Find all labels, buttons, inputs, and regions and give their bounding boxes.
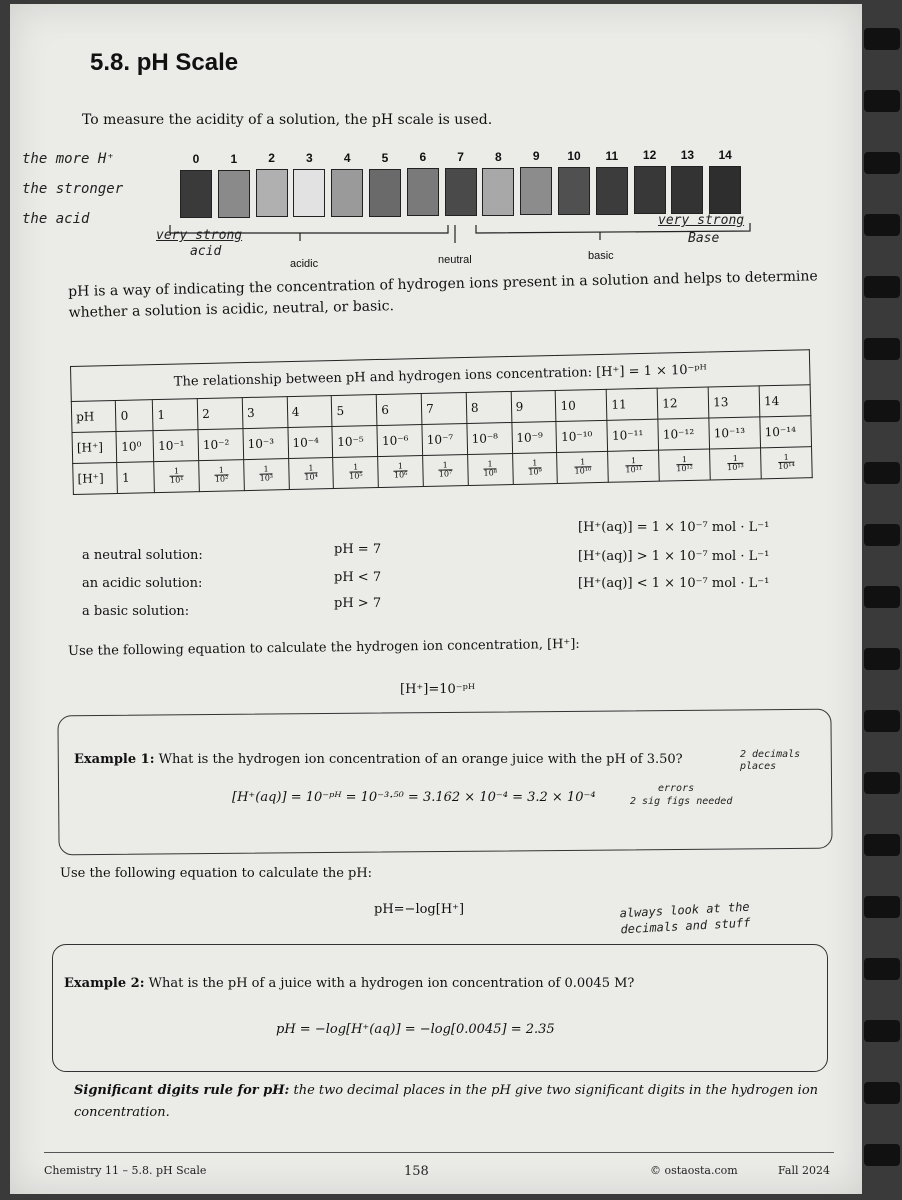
ph-value-cell: 10 [556, 389, 608, 421]
h-fraction-cell [467, 453, 512, 485]
fraction-denominator: 10⁴ [304, 472, 318, 482]
fraction-denominator: 10⁸ [483, 468, 498, 478]
section-title: 5.8. pH Scale [90, 49, 239, 76]
fraction [349, 463, 363, 480]
footer-page-number: 158 [404, 1164, 429, 1179]
fraction [528, 459, 542, 476]
fraction-denominator: 10⁵ [349, 471, 363, 481]
spiral-coil [864, 896, 900, 918]
fraction-denominator: 10⁶ [393, 470, 408, 480]
fraction [483, 460, 497, 477]
fraction-denominator: 10² [214, 474, 229, 484]
h-fraction-cell [761, 447, 813, 479]
fraction [625, 457, 642, 474]
ph-value-cell: 12 [657, 387, 709, 419]
spiral-coil [864, 586, 900, 608]
fraction-numerator: 1 [483, 460, 497, 469]
ph-value-cell: 13 [708, 386, 760, 418]
ph-value-cell: 7 [421, 393, 466, 425]
fraction-denominator: 10¹¹ [625, 465, 643, 475]
scale-number: 9 [532, 149, 540, 164]
solution-label: a basic solution: [82, 604, 190, 619]
spiral-coil [864, 400, 900, 422]
ph-value-cell: 14 [759, 385, 811, 417]
sig-rule-text: the two decimal places in the pH give two significant digits in the hydrogen ion concentration. [74, 1083, 819, 1120]
solution-ph: pH < 7 [334, 570, 382, 585]
ph-value-cell: 2 [197, 398, 242, 430]
h-power-cell: 10⁻⁷ [422, 424, 467, 456]
ph-value-cell: 0 [116, 400, 153, 432]
h-power-cell: 10⁻¹³ [709, 417, 761, 449]
fraction [727, 455, 744, 472]
footer-course: Chemistry 11 – 5.8. pH Scale [44, 1164, 207, 1177]
h-power-cell: 10⁻² [198, 429, 243, 461]
solution-concentration: [H⁺(aq)] < 1 × 10⁻⁷ mol · L⁻¹ [578, 576, 770, 591]
fraction-numerator: 1 [215, 466, 229, 475]
fraction-numerator: 1 [170, 467, 184, 476]
fraction-numerator: 1 [304, 464, 318, 473]
scale-swatch [407, 168, 439, 216]
h-fraction-cell [333, 457, 378, 489]
h-fraction-cell [244, 459, 289, 491]
handwritten-very-strong-base: very strong Base [658, 213, 745, 246]
h-power-cell: 10⁻¹ [153, 430, 198, 462]
h-power-cell: 10⁻⁵ [332, 426, 377, 458]
scale-number: 6 [419, 150, 427, 165]
scale-swatch [218, 170, 250, 218]
footer-divider [44, 1152, 834, 1153]
fraction-numerator: 1 [259, 465, 273, 474]
h-fraction-cell: 1 [117, 462, 154, 494]
example2-question: What is the pH of a juice with a hydrogen ion concentration of 0.0045 M? [148, 976, 635, 991]
fraction [574, 458, 591, 475]
sig-digits-rule [74, 1080, 834, 1124]
handwritten-sig-figs-note: errors 2 sig figs needed [630, 783, 733, 807]
fraction-denominator: 10¹ [170, 475, 184, 485]
spiral-coil [864, 772, 900, 794]
h-power-cell: 10⁻¹² [658, 418, 710, 450]
h-power-cell: 10⁻⁹ [512, 421, 557, 453]
scale-swatch [709, 166, 741, 214]
spiral-coil [864, 1144, 900, 1166]
fraction [170, 467, 184, 484]
scale-number: 13 [680, 148, 695, 163]
example1-question: What is the hydrogen ion concentration of an orange juice with the pH of 3.50? [158, 752, 683, 767]
spiral-coil [864, 648, 900, 670]
ph-value-cell: 8 [466, 392, 511, 424]
ph-value-cell: 11 [607, 388, 659, 420]
eq2-formula: pH=−log[H⁺] [374, 902, 465, 917]
eq1-formula: [H⁺]=10⁻ᵖᴴ [400, 682, 475, 697]
spiral-coil [864, 90, 900, 112]
h-fraction-cell [557, 451, 609, 483]
fraction-denominator: 10⁹ [528, 467, 542, 477]
fraction-numerator: 1 [439, 461, 453, 470]
scale-swatch [369, 169, 401, 217]
spiral-coil [864, 338, 900, 360]
sig-rule-label: Significant digits rule for pH: [74, 1083, 290, 1098]
fraction-denominator: 10³ [259, 473, 274, 483]
spiral-coil [864, 214, 900, 236]
acidic-label: acidic [290, 258, 319, 270]
handwritten-decimals-note: 2 decimals places [740, 749, 801, 772]
h-power-cell: 10⁻⁴ [288, 427, 333, 459]
h-power-cell: 10⁻⁸ [467, 422, 512, 454]
scale-number: 14 [718, 147, 732, 162]
spiral-coil [864, 834, 900, 856]
h-power-cell: 10⁻¹⁰ [556, 420, 608, 452]
scale-swatch [293, 169, 325, 217]
spiral-coil [864, 524, 900, 546]
fraction-denominator: 10⁷ [438, 469, 453, 479]
scale-number: 12 [642, 148, 657, 163]
solution-ph: pH = 7 [334, 542, 382, 557]
scale-swatch [671, 166, 703, 214]
example2-label: Example 2: [64, 976, 145, 991]
scale-swatch [180, 170, 212, 218]
scale-number: 11 [605, 148, 619, 163]
spiral-coil [864, 28, 900, 50]
fraction [778, 454, 795, 471]
solution-concentration: [H⁺(aq)] > 1 × 10⁻⁷ mol · L⁻¹ [578, 549, 770, 564]
fraction-numerator: 1 [625, 457, 642, 466]
h-fraction-cell [423, 455, 468, 487]
spiral-coil [864, 1020, 900, 1042]
fraction-numerator: 1 [778, 454, 795, 463]
solution-label: an acidic solution: [82, 576, 203, 591]
h-fraction-cell [659, 449, 711, 481]
spiral-coil [864, 152, 900, 174]
footer-site: © ostaosta.com [650, 1164, 738, 1177]
h-fraction-cell [512, 452, 557, 484]
fraction-denominator: 10¹⁴ [778, 461, 795, 471]
example1-label: Example 1: [74, 752, 155, 767]
textbook-page [10, 4, 862, 1194]
scale-number: 7 [457, 149, 464, 164]
ph-value-cell: 5 [332, 395, 377, 427]
solution-label: a neutral solution: [82, 548, 203, 563]
ph-value-cell: 1 [153, 399, 198, 431]
scale-swatch [558, 167, 590, 215]
scale-swatch [634, 166, 666, 214]
fraction-numerator: 1 [528, 459, 542, 468]
fraction-numerator: 1 [349, 463, 363, 472]
ph-value-cell: 3 [242, 397, 287, 429]
eq1-intro: Use the following equation to calculate the hydrogen ion concentration, [H⁺]: [68, 636, 580, 659]
neutral-label: neutral [438, 254, 472, 266]
fraction-denominator: 10¹³ [727, 462, 744, 473]
example1-question-line [74, 752, 683, 767]
intro-text: To measure the acidity of a solution, the pH scale is used. [82, 112, 493, 128]
fraction-denominator: 10¹⁰ [574, 466, 592, 476]
scale-swatch [520, 167, 552, 215]
spiral-coil [864, 1082, 900, 1104]
fraction-numerator: 1 [574, 458, 591, 467]
scale-number: 5 [381, 150, 389, 165]
fraction-numerator: 1 [676, 456, 693, 465]
h-power-cell: 10⁻³ [243, 428, 288, 460]
ph-relationship-table [70, 349, 813, 495]
solution-concentration: [H⁺(aq)] = 1 × 10⁻⁷ mol · L⁻¹ [578, 520, 770, 535]
h-fraction-cell [608, 450, 660, 482]
scale-number: 0 [192, 152, 200, 166]
h-fraction-cell [199, 460, 244, 492]
spiral-coil [864, 958, 900, 980]
ph-value-cell: 6 [376, 394, 421, 426]
fraction-numerator: 1 [727, 455, 744, 464]
h-fraction-cell [288, 458, 333, 490]
fraction-denominator: 10¹² [676, 463, 694, 474]
spiral-coil [864, 462, 900, 484]
solution-ph: pH > 7 [334, 596, 382, 611]
h-power-cell: 10⁻¹⁴ [760, 416, 812, 448]
scale-number: 2 [268, 151, 275, 166]
ph-definition: pH is a way of indicating the concentration of hydrogen ions present in a solution and helps to determine whether a solution is acidic, neutral, or basic. [68, 268, 818, 321]
fraction [304, 464, 318, 481]
scale-number: 1 [230, 151, 238, 166]
fraction-numerator: 1 [394, 462, 408, 471]
handwritten-very-strong-acid: very strong acid [156, 228, 243, 259]
scale-brackets [160, 219, 760, 259]
h-fraction-cell [710, 448, 762, 480]
example2-solution: pH = −log[H⁺(aq)] = −log[0.0045] = 2.35 [276, 1022, 555, 1037]
ph-value-cell: 4 [287, 396, 332, 428]
scale-number: 4 [343, 150, 351, 165]
basic-label: basic [588, 250, 614, 262]
spiral-coil [864, 710, 900, 732]
h-power-cell: 10⁻⁶ [377, 425, 422, 457]
h-fraction-cell [378, 456, 423, 488]
scale-swatch [596, 167, 628, 215]
scale-number: 8 [495, 149, 502, 164]
ph-value-cell: 9 [511, 390, 556, 422]
scale-swatch [256, 169, 288, 217]
footer-term: Fall 2024 [778, 1164, 830, 1177]
h-power-cell: 10⁰ [116, 431, 153, 463]
scale-swatch [482, 168, 514, 216]
scale-number: 10 [567, 149, 581, 163]
example1-solution: [H⁺(aq)] = 10⁻ᵖᴴ = 10⁻³·⁵⁰ = 3.162 × 10⁻⁴ = 3.2 × 10⁻⁴ [232, 790, 596, 805]
row-label-h-fraction: [H⁺] [73, 462, 118, 494]
example2-question-line [64, 976, 634, 991]
scale-swatch [445, 168, 477, 216]
fraction [439, 461, 453, 478]
scale-swatch [331, 169, 363, 217]
fraction [259, 465, 273, 482]
h-fraction-cell [154, 461, 199, 493]
row-label-h-power: [H⁺] [72, 431, 117, 463]
scale-number: 3 [306, 151, 313, 166]
table-caption: The relationship between pH and hydrogen ions concentration: [H⁺] = 1 × 10⁻ᵖᴴ [71, 350, 811, 402]
fraction [215, 466, 229, 483]
handwritten-always-note: always look at the decimals and stuff [619, 899, 751, 937]
example2-box [52, 944, 828, 1072]
h-power-cell: 10⁻¹¹ [607, 419, 659, 451]
fraction [676, 456, 693, 473]
spiral-coil [864, 276, 900, 298]
handwritten-note-left: the more H⁺ the stronger the acid [22, 151, 124, 227]
fraction [394, 462, 408, 479]
row-label-ph: pH [71, 400, 116, 432]
eq2-intro: Use the following equation to calculate the pH: [60, 866, 373, 881]
